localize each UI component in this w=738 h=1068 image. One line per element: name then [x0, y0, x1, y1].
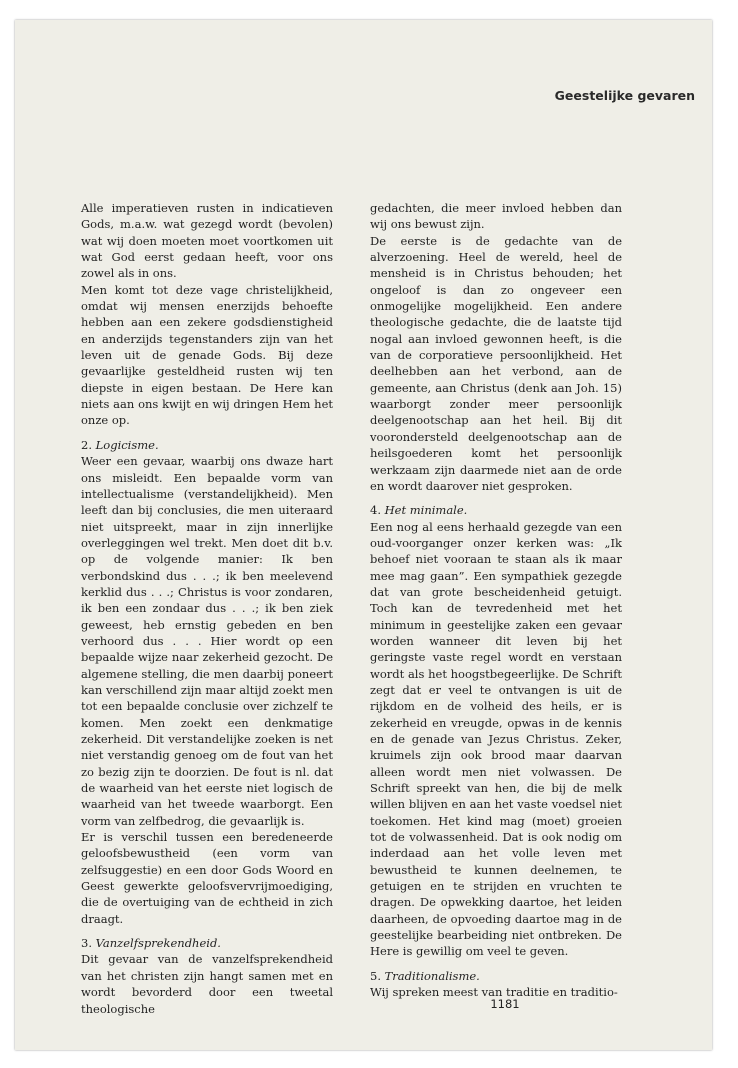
paragraph: gedachten, die meer invloed hebben dan wij ons bewust zijn. — [370, 201, 622, 232]
section-heading-2 — [81, 437, 333, 453]
section-number: 2. — [81, 437, 92, 452]
paragraph: De eerste is de gedachte van de alverzoening. Heel de wereld, heel de mensheid is in Christus behouden; het ongeloof is dan zo ongeveer een onmogelijke mogelijkheid. Een andere theologische gedachte, die de laatste tijd nogal aan invloed gewonnen heeft, is die van de corporatieve persoonlijkheid. Het deelhebben aan het verbond, aan de gemeente, aan Christus (denk aan Joh. 15) waarborgt zonder meer persoonlijk deelgenootschap aan het heil. Bij dit voorondersteld deelgenootschap aan de heilsgoederen komt het persoonlijk werkzaam zijn daarmede niet aan de orde en wordt daarover niet gesproken. — [370, 233, 622, 493]
paragraph: Een nog al eens herhaald gezegde van een oud-voorganger onzer kerken was: „Ik behoef niet vooraan te staan als ik maar mee mag gaan”. Een sympathiek gezegde dat van grote bescheidenheid getuigt. Toch kan de tevredenheid met het minimum in geestelijke zaken een gevaar worden wanneer dit leven bij het geringste vaste regel wordt en verstaan wordt als het hoogstbegeerlijke. De Schrift zegt dat er veel te ontvangen is uit de rijkdom en de volheid des heils, er is zekerheid en vreugde, opwas in de kennis en de genade van Jezus Christus. Zeker, kruimels zijn ook brood maar daarvan alleen wordt men niet volwassen. De Schrift spreekt van hen, die bij de melk willen blijven en aan het vaste voedsel niet toekomen. Het kind mag (moet) groeien tot de volwassenheid. Dat is ook nodig om inderdaad aan het volle leven met bewustheid te kunnen deelnemen, te getuigen en te strijden en vruchten te dragen. De opwekking daartoe, het leiden daarheen, de opvoeding daartoe mag in de geestelijke bearbeiding niet ontbreken. De Here is gewillig om veel te geven. — [370, 519, 622, 959]
page — [15, 20, 712, 1050]
section-title: Logicisme. — [95, 437, 159, 452]
paragraph: Alle imperatieven rusten in indicatieven Gods, m.a.w. wat gezegd wordt (bevolen) wat wij doen moeten moet voortkomen uit wat God eerst gedaan heeft, voor ons zowel als in ons. — [81, 201, 333, 281]
section-number: 4. — [370, 503, 381, 518]
section-number: 3. — [81, 936, 92, 951]
section-title: Het minimale. — [384, 503, 468, 518]
paragraph: Dit gevaar van de vanzelfsprekendheid van het christen zijn hangt samen met en wordt bevorderd door een tweetal theologische — [81, 952, 333, 1016]
left-column — [81, 200, 333, 1017]
section-heading-5 — [370, 968, 622, 984]
paragraph: Wij spreken meest van traditie en traditio- — [370, 985, 618, 1000]
right-column — [370, 200, 622, 1001]
page-number: 1181 — [490, 997, 520, 1011]
paragraph: Weer een gevaar, waarbij ons dwaze hart ons misleidt. Een bepaalde vorm van intellectualisme (verstandelijkheid). Men leeft dan bij conclusies, die men uiteraard niet uitspreekt, maar in zijn innerlijke overleggingen wel trekt. Men doet dit b.v. op de volgende manier: Ik ben verbondskind dus . . .; ik ben meelevend kerklid dus . . .; Christus is voor zondaren, ik ben een zondaar dus . . .; ik ben ziek geweest, heb ernstig gebeden en ben verhoord dus . . . Hier wordt op een bepaalde wijze naar zekerheid gezocht. De algemene stelling, die men daarbij poneert kan verschillend zijn maar altijd zoekt men tot een bepaalde conclusie over zichzelf te komen. Men zoekt een denkmatige zekerheid. Dit verstandelijke zoeken is net niet verstandig genoeg om de fout van het zo bezig zijn te doorzien. De fout is nl. dat de waarheid van het eerste niet logisch de waarheid van het tweede waarborgt. Een vorm van zelfbedrog, die gevaarlijk is. — [81, 454, 333, 828]
paragraph: Men komt tot deze vage christelijkheid, omdat wij mensen enerzijds behoefte hebben aan een zekere godsdienstigheid en anderzijds tegenstanders zijn van het leven uit de genade Gods. Bij deze gevaarlijke gesteldheid rusten wij ten diepste in eigen bestaan. De Here kan niets aan ons kwijt en wij dringen Hem het onze op. — [81, 282, 333, 428]
paragraph: Er is verschil tussen een beredeneerde geloofsbewustheid (een vorm van zelfsuggestie) en een door Gods Woord en Geest gewerkte geloofsvervrijmoediging, die de overtuiging van de echtheid in zich draagt. — [81, 830, 333, 926]
running-header: Geestelijke gevaren — [554, 88, 695, 103]
section-title: Vanzelfsprekendheid. — [95, 936, 221, 951]
section-heading-3 — [81, 935, 333, 951]
section-number: 5. — [370, 968, 381, 983]
section-heading-4 — [370, 502, 622, 518]
section-title: Traditionalisme. — [384, 968, 480, 983]
